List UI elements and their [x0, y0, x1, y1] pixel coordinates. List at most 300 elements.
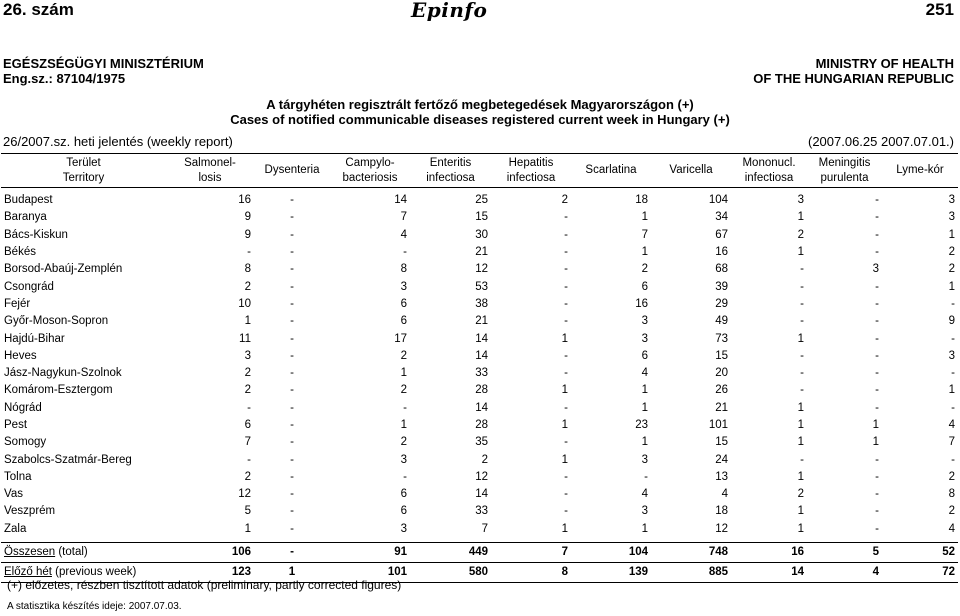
case-count-cell: 35	[475, 436, 488, 449]
case-count-cell: -	[564, 367, 568, 380]
case-count-cell: -	[564, 488, 568, 501]
case-count-cell: 28	[475, 419, 488, 431]
case-count-cell: 25	[475, 194, 488, 207]
case-count-cell: 1	[641, 246, 648, 259]
case-count-cell: -	[290, 401, 294, 414]
case-count-cell: -	[290, 349, 294, 362]
case-count-cell: 4	[721, 488, 728, 501]
case-count-cell: 6	[641, 280, 648, 293]
territory-name: Békés	[4, 246, 36, 259]
case-count-cell: 18	[635, 194, 648, 207]
column-header-territory	[1, 154, 166, 188]
case-count-cell: -	[564, 315, 568, 328]
case-count-cell: 2	[244, 280, 251, 293]
case-count-cell: 8	[244, 263, 251, 276]
issue-number: 26. szám	[3, 0, 74, 19]
case-count-cell: 2	[561, 194, 568, 207]
case-count-cell: 1	[797, 436, 804, 449]
territory-name: Heves	[4, 349, 37, 362]
case-count-cell: -	[290, 436, 294, 449]
case-count-cell: -	[875, 384, 879, 397]
summary-label	[1, 542, 166, 562]
column-header-line2: Territory	[62, 171, 105, 184]
case-count-cell: 28	[475, 384, 488, 397]
case-count-cell: 16	[635, 297, 648, 310]
case-count-cell: 20	[715, 367, 728, 380]
column-header-line2: purulenta	[820, 171, 869, 184]
table-row	[1, 382, 958, 399]
case-count-cell: 16	[238, 194, 251, 207]
case-count-cell: -	[564, 436, 568, 449]
column-header-line1: Lyme-kór	[896, 164, 944, 176]
case-count-cell: 101	[708, 419, 728, 431]
case-count-cell: 21	[475, 246, 488, 259]
column-header	[882, 154, 958, 188]
case-count-cell: 4	[948, 522, 955, 535]
case-count-cell: 21	[475, 315, 488, 328]
case-count-cell: -	[951, 332, 955, 345]
case-count-cell: 6	[400, 315, 407, 328]
table-row	[1, 486, 958, 503]
case-count-cell: -	[951, 453, 955, 466]
territory-name: Tolna	[4, 470, 32, 483]
case-count-cell: -	[564, 401, 568, 414]
column-header-line2: losis	[198, 171, 222, 184]
column-header	[166, 154, 254, 188]
column-header-line2: infectiosa	[426, 171, 475, 184]
case-count-cell: 12	[238, 488, 251, 501]
case-count-cell: 1	[948, 280, 955, 293]
case-count-cell: 12	[715, 522, 728, 535]
summary-label-main: Előző hét	[4, 565, 52, 578]
case-count-cell: 3	[948, 349, 955, 362]
table-row	[1, 521, 958, 538]
case-count-cell: -	[875, 488, 879, 501]
case-count-cell: -	[290, 211, 294, 224]
disease-table	[1, 153, 958, 583]
summary-label-sub: (previous week)	[51, 565, 137, 578]
case-count-cell: 6	[400, 297, 407, 310]
table-row	[1, 417, 958, 434]
case-count-cell: -	[564, 349, 568, 362]
case-count-cell: 34	[715, 211, 728, 224]
case-count-cell: 33	[475, 505, 488, 518]
case-count-cell: -	[247, 401, 251, 414]
case-count-cell: 1	[872, 436, 879, 449]
case-count-cell: 8	[948, 488, 955, 501]
case-count-cell: -	[564, 246, 568, 259]
case-count-cell: 26	[715, 384, 728, 397]
case-count-cell: 38	[475, 297, 488, 310]
case-count-cell: 7	[400, 211, 407, 224]
case-count-cell: -	[247, 453, 251, 466]
column-header-line2: infectiosa	[744, 171, 794, 184]
case-count-cell: -	[875, 470, 879, 483]
territory-name: Hajdú-Bihar	[4, 332, 65, 345]
summary-count-cell: 14	[731, 562, 807, 582]
total-row	[1, 542, 958, 562]
case-count-cell: -	[951, 401, 955, 414]
case-count-cell: 1	[797, 522, 804, 535]
epinfo-logo: Epinfo	[411, 0, 488, 22]
summary-count-cell: 139	[571, 562, 651, 582]
case-count-cell: 4	[641, 488, 648, 501]
case-count-cell: 3	[797, 194, 804, 207]
case-count-cell: 1	[641, 436, 648, 449]
case-count-cell: 4	[641, 367, 648, 380]
case-count-cell: 2	[948, 505, 955, 518]
table-row	[1, 348, 958, 365]
summary-count-cell: 106	[166, 542, 254, 562]
territory-name: Győr-Moson-Sopron	[4, 315, 109, 328]
case-count-cell: -	[800, 367, 804, 380]
case-count-cell: -	[951, 367, 955, 380]
summary-count-cell: 1	[254, 562, 330, 582]
case-count-cell: 1	[400, 367, 407, 380]
column-header	[731, 154, 807, 188]
summary-count-cell: 449	[410, 542, 491, 562]
case-count-cell: -	[290, 246, 294, 259]
summary-count-cell: 72	[882, 562, 958, 582]
case-count-cell: 9	[244, 211, 251, 224]
case-count-cell: -	[247, 246, 251, 259]
case-count-cell: 12	[475, 263, 488, 276]
column-header	[807, 154, 882, 188]
case-count-cell: 2	[244, 470, 251, 483]
table-row	[1, 188, 958, 210]
table-row	[1, 313, 958, 330]
case-count-cell: 1	[872, 419, 879, 431]
case-count-cell: -	[644, 470, 648, 483]
case-count-cell: -	[290, 194, 294, 207]
summary-count-cell: 7	[491, 542, 571, 562]
territory-name: Vas	[4, 488, 23, 501]
column-header-line1: Dysenteria	[264, 164, 320, 176]
ministry-name-hu: EGÉSZSÉGÜGYI MINISZTÉRIUM	[3, 56, 204, 71]
summary-count-cell: 4	[807, 562, 882, 582]
case-count-cell: 14	[475, 401, 488, 414]
case-count-cell: 6	[641, 349, 648, 362]
case-count-cell: -	[290, 297, 294, 310]
case-count-cell: -	[800, 315, 804, 328]
case-count-cell: -	[564, 505, 568, 518]
summary-count-cell: 123	[166, 562, 254, 582]
table-row	[1, 209, 958, 226]
territory-name: Somogy	[4, 436, 47, 449]
case-count-cell: 5	[244, 505, 251, 518]
column-header	[571, 154, 651, 188]
column-header-line1: Meningitis	[818, 156, 871, 169]
summary-label-sub: (total)	[55, 545, 88, 558]
case-count-cell: 2	[948, 246, 955, 259]
case-count-cell: 2	[244, 367, 251, 380]
case-count-cell: 3	[400, 453, 407, 466]
case-count-cell: -	[800, 453, 804, 466]
summary-count-cell: 16	[731, 542, 807, 562]
case-count-cell: 1	[400, 419, 407, 431]
summary-label-main: Összesen	[4, 545, 56, 558]
case-count-cell: 18	[715, 505, 728, 518]
case-count-cell: 7	[481, 522, 488, 535]
summary-count-cell: 91	[330, 542, 410, 562]
case-count-cell: -	[875, 194, 879, 207]
case-count-cell: -	[875, 332, 879, 345]
case-count-cell: -	[564, 280, 568, 293]
ministry-reference: Eng.sz.: 87104/1975	[3, 71, 126, 86]
case-count-cell: -	[875, 228, 879, 241]
case-count-cell: 7	[244, 436, 251, 449]
table-row	[1, 451, 958, 468]
column-header-line1: Mononucl.	[742, 156, 796, 169]
report-title-en: Cases of notified communicable diseases registered current week in Hungary (+)	[230, 112, 730, 127]
case-count-cell: 1	[797, 246, 804, 259]
case-count-cell: 12	[475, 470, 488, 483]
case-count-cell: 39	[715, 280, 728, 293]
summary-count-cell: 104	[571, 542, 651, 562]
case-count-cell: 2	[948, 470, 955, 483]
case-count-cell: 10	[238, 297, 251, 310]
column-header	[254, 154, 330, 188]
case-count-cell: 1	[244, 522, 251, 535]
territory-name: Baranya	[4, 211, 47, 224]
case-count-cell: 3	[872, 263, 879, 276]
weekly-report-label: 26/2007.sz. heti jelentés (weekly report)	[3, 134, 233, 149]
case-count-cell: -	[290, 488, 294, 501]
case-count-cell: 16	[715, 246, 728, 259]
case-count-cell: 2	[797, 228, 804, 241]
case-count-cell: 53	[475, 280, 488, 293]
report-title-hu: A tárgyhéten regisztrált fertőző megbetegedések Magyarországon (+)	[266, 97, 694, 112]
case-count-cell: 17	[394, 332, 407, 345]
territory-name: Veszprém	[4, 505, 56, 518]
case-count-cell: 1	[561, 332, 568, 345]
case-count-cell: 1	[797, 505, 804, 518]
table-row	[1, 365, 958, 382]
case-count-cell: 33	[475, 367, 488, 380]
case-count-cell: -	[564, 297, 568, 310]
case-count-cell: -	[800, 349, 804, 362]
table-row	[1, 469, 958, 486]
summary-count-cell: -	[254, 542, 330, 562]
case-count-cell: 1	[561, 419, 568, 431]
case-count-cell: 3	[948, 194, 955, 207]
case-count-cell: 7	[641, 228, 648, 241]
case-count-cell: -	[290, 470, 294, 483]
case-count-cell: -	[564, 228, 568, 241]
case-count-cell: 3	[641, 332, 648, 345]
case-count-cell: -	[290, 263, 294, 276]
case-count-cell: 2	[400, 384, 407, 397]
case-count-cell: -	[290, 315, 294, 328]
summary-count-cell: 5	[807, 542, 882, 562]
territory-name: Pest	[4, 419, 28, 431]
territory-name: Jász-Nagykun-Szolnok	[4, 367, 122, 380]
case-count-cell: 1	[561, 522, 568, 535]
column-header	[410, 154, 491, 188]
column-header	[651, 154, 731, 188]
column-header-line2: bacteriosis	[342, 171, 398, 184]
case-count-cell: 4	[400, 228, 407, 241]
case-count-cell: -	[951, 297, 955, 310]
case-count-cell: 68	[715, 263, 728, 276]
case-count-cell: 14	[475, 349, 488, 362]
case-count-cell: 2	[400, 436, 407, 449]
table-row	[1, 434, 958, 451]
case-count-cell: -	[403, 470, 407, 483]
case-count-cell: 1	[948, 384, 955, 397]
case-count-cell: -	[875, 522, 879, 535]
case-count-cell: 73	[715, 332, 728, 345]
summary-count-cell: 580	[410, 562, 491, 582]
case-count-cell: 23	[635, 419, 648, 431]
case-count-cell: -	[290, 505, 294, 518]
case-count-cell: 6	[244, 419, 251, 431]
case-count-cell: 1	[797, 419, 804, 431]
case-count-cell: -	[875, 367, 879, 380]
case-count-cell: -	[875, 297, 879, 310]
case-count-cell: 14	[475, 488, 488, 501]
case-count-cell: -	[800, 263, 804, 276]
case-count-cell: 1	[244, 315, 251, 328]
case-count-cell: -	[875, 211, 879, 224]
case-count-cell: 1	[797, 211, 804, 224]
summary-count-cell: 52	[882, 542, 958, 562]
case-count-cell: 11	[239, 332, 251, 345]
case-count-cell: -	[875, 505, 879, 518]
case-count-cell: 3	[400, 522, 407, 535]
ministry-name-en: MINISTRY OF HEALTH	[815, 56, 954, 71]
case-count-cell: -	[290, 522, 294, 535]
case-count-cell: 3	[641, 453, 648, 466]
ministry-country-en: OF THE HUNGARIAN REPUBLIC	[753, 71, 954, 86]
column-header-line1: Scarlatina	[585, 164, 637, 176]
case-count-cell: 6	[400, 488, 407, 501]
case-count-cell: 49	[715, 315, 728, 328]
case-count-cell: 9	[948, 315, 955, 328]
case-count-cell: -	[290, 332, 294, 345]
territory-name: Csongrád	[4, 280, 54, 293]
case-count-cell: 3	[641, 315, 648, 328]
case-count-cell: 1	[641, 522, 648, 535]
case-count-cell: 3	[948, 211, 955, 224]
table-row	[1, 503, 958, 520]
case-count-cell: -	[290, 384, 294, 397]
case-count-cell: 104	[708, 194, 728, 207]
case-count-cell: -	[564, 211, 568, 224]
column-header-line1: Enteritis	[429, 156, 472, 169]
table-row	[1, 278, 958, 295]
table-row	[1, 296, 958, 313]
case-count-cell: 14	[475, 332, 488, 345]
case-count-cell: -	[564, 470, 568, 483]
case-count-cell: 15	[715, 349, 728, 362]
case-count-cell: 2	[797, 488, 804, 501]
case-count-cell: -	[290, 367, 294, 380]
case-count-cell: 2	[481, 453, 488, 466]
case-count-cell: 4	[948, 419, 955, 431]
case-count-cell: -	[800, 384, 804, 397]
case-count-cell: -	[875, 315, 879, 328]
summary-count-cell: 8	[491, 562, 571, 582]
summary-count-cell: 885	[651, 562, 731, 582]
case-count-cell: 67	[715, 228, 728, 241]
case-count-cell: 8	[400, 263, 407, 276]
case-count-cell: 3	[641, 505, 648, 518]
case-count-cell: -	[875, 453, 879, 466]
case-count-cell: 1	[641, 211, 648, 224]
prepared-date: A statisztika készítés ideje: 2007.07.03.	[7, 601, 182, 612]
table-row	[1, 227, 958, 244]
case-count-cell: 2	[641, 263, 648, 276]
table-row	[1, 244, 958, 261]
case-count-cell: 14	[394, 194, 407, 207]
report-period: (2007.06.25 2007.07.01.)	[807, 134, 954, 149]
territory-name: Komárom-Esztergom	[4, 384, 113, 397]
case-count-cell: 1	[797, 470, 804, 483]
column-header-line1: Salmonel-	[184, 156, 236, 169]
column-header-line1: Varicella	[669, 164, 713, 176]
case-count-cell: 1	[948, 228, 955, 241]
case-count-cell: 13	[715, 470, 728, 483]
territory-name: Borsod-Abaúj-Zemplén	[4, 263, 123, 276]
table-row	[1, 400, 958, 417]
territory-name: Fejér	[4, 297, 31, 310]
case-count-cell: -	[800, 280, 804, 293]
column-header-line1: Terület	[66, 156, 101, 169]
case-count-cell: -	[290, 453, 294, 466]
case-count-cell: 7	[948, 436, 955, 449]
column-header	[330, 154, 410, 188]
case-count-cell: 2	[948, 263, 955, 276]
case-count-cell: 9	[244, 228, 251, 241]
territory-name: Nógrád	[4, 401, 42, 414]
case-count-cell: 21	[715, 401, 728, 414]
case-count-cell: 1	[641, 401, 648, 414]
territory-name: Szabolcs-Szatmár-Bereg	[4, 453, 132, 466]
case-count-cell: 1	[641, 384, 648, 397]
case-count-cell: 1	[797, 401, 804, 414]
case-count-cell: -	[290, 228, 294, 241]
territory-name: Zala	[4, 522, 27, 535]
case-count-cell: 15	[475, 211, 488, 224]
case-count-cell: 15	[715, 436, 728, 449]
table-header-row	[1, 154, 958, 188]
case-count-cell: -	[875, 349, 879, 362]
case-count-cell: -	[800, 297, 804, 310]
case-count-cell: 3	[400, 280, 407, 293]
case-count-cell: -	[875, 401, 879, 414]
case-count-cell: -	[403, 246, 407, 259]
footnote: (+) előzetes, részben tisztított adatok (preliminary, partly corrected figures)	[7, 578, 402, 592]
territory-name: Budapest	[4, 194, 53, 207]
case-count-cell: 1	[797, 332, 804, 345]
case-count-cell: 3	[244, 349, 251, 362]
case-count-cell: -	[290, 419, 294, 431]
case-count-cell: -	[403, 401, 407, 414]
column-header-line1: Campylo-	[345, 156, 395, 169]
table-row	[1, 261, 958, 278]
territory-name: Bács-Kiskun	[4, 228, 68, 241]
summary-count-cell: 101	[330, 562, 410, 582]
case-count-cell: 6	[400, 505, 407, 518]
case-count-cell: -	[875, 280, 879, 293]
case-count-cell: 24	[715, 453, 728, 466]
column-header-line1: Hepatitis	[508, 156, 554, 169]
case-count-cell: 1	[561, 384, 568, 397]
case-count-cell: 29	[715, 297, 728, 310]
table-row	[1, 330, 958, 347]
case-count-cell: -	[875, 246, 879, 259]
